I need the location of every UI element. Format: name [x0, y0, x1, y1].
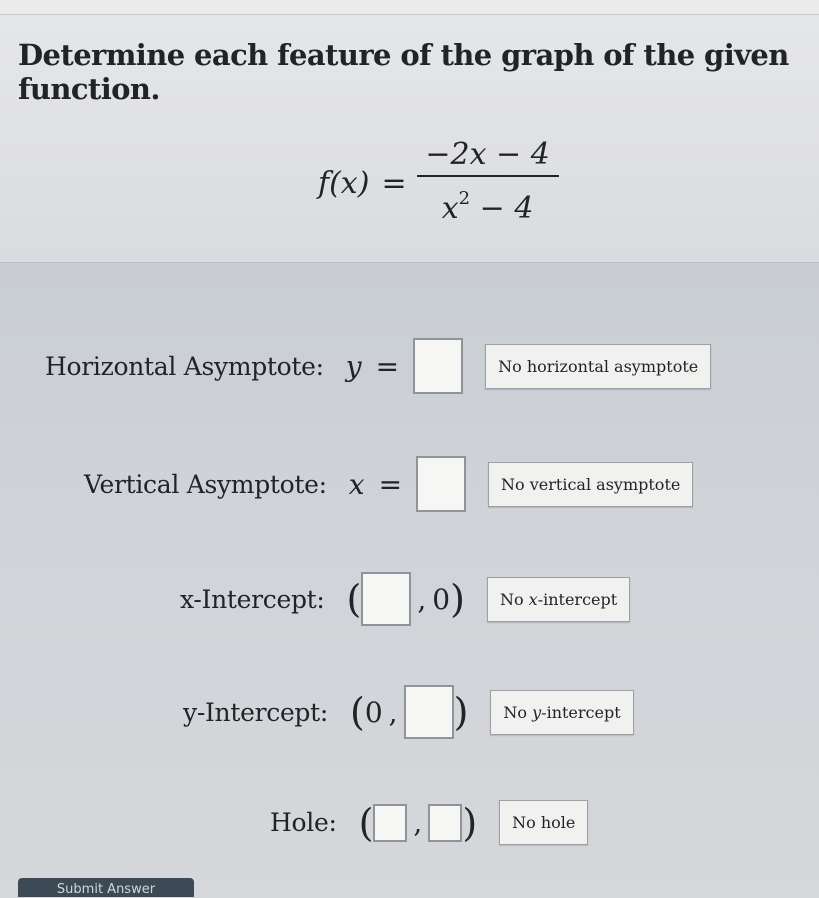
y-intercept-comma: ,	[388, 695, 398, 729]
vertical-asymptote-label: Vertical Asymptote:	[84, 469, 327, 499]
y-intercept-close-paren: )	[453, 690, 469, 734]
hole-comma: ,	[413, 806, 423, 839]
no-x-intercept-var: x	[528, 589, 538, 609]
function-fraction	[417, 135, 559, 231]
no-y-intercept-var: y	[532, 702, 542, 722]
no-x-intercept-prefix: No	[499, 589, 529, 609]
no-y-intercept-suffix: -intercept	[541, 702, 621, 722]
y-intercept-input[interactable]	[404, 685, 454, 739]
no-x-intercept-button[interactable]	[487, 577, 630, 622]
function-expression	[318, 133, 559, 233]
question-panel	[0, 0, 819, 262]
hole-x-input[interactable]	[373, 804, 407, 842]
function-numerator: −2x − 4	[425, 137, 550, 172]
hole-y-input[interactable]	[428, 804, 462, 842]
horizontal-asymptote-math	[346, 338, 463, 394]
hole-open-paren: (	[358, 800, 374, 845]
submit-answer-button[interactable]: Submit Answer	[18, 878, 194, 897]
horizontal-equals: =	[375, 349, 400, 383]
horizontal-var: y	[345, 349, 362, 383]
y-intercept-open-paren: (	[350, 690, 365, 734]
top-edge	[0, 0, 819, 15]
no-hole-button[interactable]: No hole	[499, 800, 588, 845]
x-intercept-label: x-Intercept:	[180, 584, 325, 614]
row-x-intercept	[180, 572, 630, 626]
row-horizontal-asymptote	[45, 338, 711, 394]
denominator-exponent: 2	[458, 188, 471, 209]
x-intercept-close-paren: )	[450, 577, 465, 621]
row-hole	[270, 800, 588, 845]
no-y-intercept-button[interactable]	[490, 690, 633, 735]
function-denominator	[442, 177, 534, 231]
x-intercept-math	[347, 572, 465, 626]
hole-math	[358, 800, 478, 845]
function-lhs: f(x)	[318, 165, 370, 201]
y-intercept-label: y-Intercept:	[183, 697, 329, 727]
denominator-rest: − 4	[470, 191, 534, 226]
hole-label: Hole:	[270, 808, 337, 837]
x-intercept-comma: ,	[417, 582, 427, 616]
vertical-equals: =	[378, 467, 403, 501]
vertical-var: x	[348, 467, 365, 501]
vertical-asymptote-math	[349, 456, 466, 512]
x-intercept-input[interactable]	[361, 572, 411, 626]
x-intercept-fixed: 0	[432, 582, 451, 616]
horizontal-asymptote-label: Horizontal Asymptote:	[45, 351, 324, 381]
no-x-intercept-suffix: -intercept	[537, 589, 618, 609]
hole-close-paren: )	[462, 800, 478, 845]
vertical-asymptote-input[interactable]	[416, 456, 466, 512]
horizontal-asymptote-input[interactable]	[413, 338, 463, 394]
no-horizontal-asymptote-button[interactable]: No horizontal asymptote	[485, 344, 711, 389]
instruction-title: Determine each feature of the graph of the given function.	[18, 38, 789, 106]
y-intercept-math	[350, 685, 468, 739]
no-vertical-asymptote-button[interactable]: No vertical asymptote	[488, 462, 693, 507]
x-intercept-open-paren: (	[346, 577, 362, 621]
no-y-intercept-prefix: No	[503, 702, 533, 722]
row-y-intercept	[183, 685, 634, 739]
row-vertical-asymptote	[84, 456, 693, 512]
function-equals: =	[381, 165, 407, 201]
denominator-base: x	[441, 191, 459, 226]
y-intercept-fixed: 0	[364, 695, 383, 729]
